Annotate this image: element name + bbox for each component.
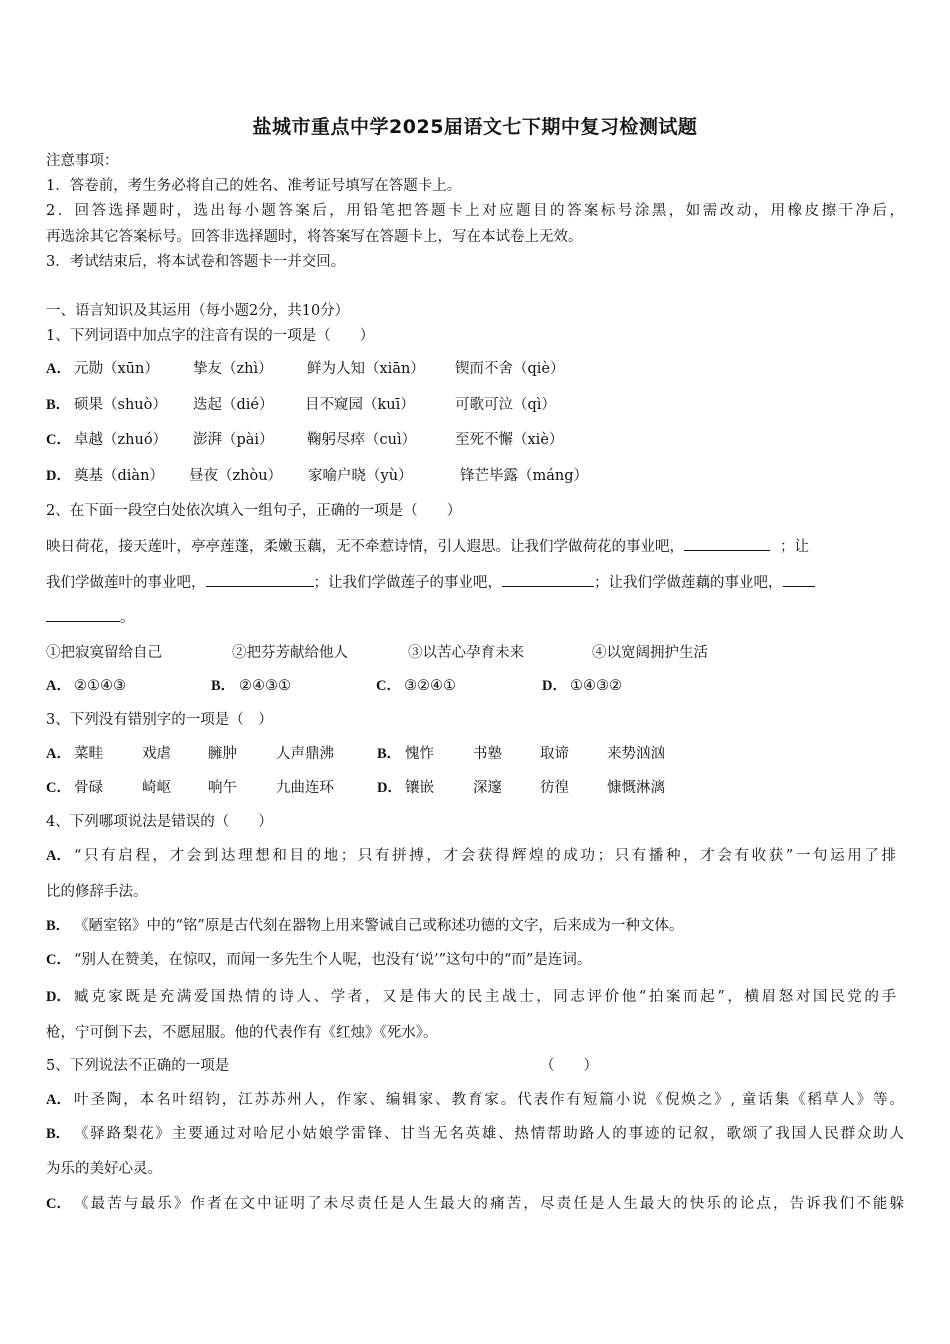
option-letter: B． [46,918,71,934]
option-letter: B． [46,1126,71,1142]
option-item: 慷慨淋漓 [607,780,665,796]
answer-blank [502,572,594,587]
option-item: 家喻户晓（yù） [308,468,413,484]
option-item: 镶嵌 [405,780,434,796]
option-item: 可歌可泣（qì） [455,397,556,413]
answer-blank [684,536,770,551]
sentence-option: ③以苦心孕育未来 [408,645,524,661]
page-title: 盐城市重点中学2025届语文七下期中复习检测试题 [252,116,698,138]
option-letter: D． [46,468,71,484]
option-item: 菜畦 [74,746,103,762]
option-item: “别人在赞美，在惊叹，而闻一多先生个人呢，也没有‘说’”这句中的“而”是连词。 [74,952,592,968]
option-letter: D． [542,678,567,694]
option-item: 臧克家既是充满爱国热情的诗人、学者，又是伟大的民主战士，同志评价他“拍案而起”，横眉怒对国民党的手 [74,989,896,1005]
option-item: 目不窥园（kuī） [305,397,415,413]
option-letter: C． [46,780,71,796]
option-item: “只有启程，才会到达理想和目的地；只有拼搏，才会获得辉煌的成功；只有播种，才会有收获”一句运用了排 [74,848,896,864]
option-letter: B． [377,746,402,762]
option-letter: A． [46,678,71,694]
option-item: ①④③② [570,678,622,694]
option-item: 愧怍 [405,746,434,762]
answer-blank [46,607,120,622]
option-item: 崎岖 [142,780,171,796]
option-letter: D． [377,780,402,796]
notice-item: 再选涂其它答案标号。回答非选择题时，将答案写在答题卡上，写在本试卷上无效。 [46,229,583,245]
notice-heading: 注意事项： [46,153,119,169]
passage-text: ；让我们学做莲子的事业吧， [313,575,502,591]
option-item: 锋芒毕露（máng） [460,468,589,484]
question-1-stem: 1、下列词语中加点字的注音有误的一项是（ ） [46,328,375,344]
passage-text: ；让我们学做莲藕的事业吧， [594,575,783,591]
option-item: 彷徨 [540,780,569,796]
option-letter: B． [46,397,71,413]
option-item: 鞠躬尽瘁（cuì） [307,432,417,448]
option-item: 响午 [208,780,237,796]
option-item: 锲而不舍（qiè） [455,361,565,377]
option-item-continued: 为乐的美好心灵。 [46,1161,162,1177]
section-heading: 一、语言知识及其运用（每小题2分，共10分） [46,303,350,319]
option-letter: C． [376,678,401,694]
question-2-stem: 2、在下面一段空白处依次填入一组句子，正确的一项是（ ） [46,503,462,519]
option-item: 叶圣陶，本名叶绍钧，江苏苏州人，作家、编辑家、教育家。代表作有短篇小说《倪焕之》, 童话集《稻草人》等。 [74,1092,904,1108]
passage-text: 我们学做莲叶的事业吧， [46,575,206,591]
passage-text: ；让 [780,539,809,555]
option-letter: D． [46,989,71,1005]
option-letter: A． [46,361,71,377]
option-item: ③②④① [404,678,456,694]
option-letter: A． [46,1092,71,1108]
option-letter: B． [211,678,236,694]
question-4-stem: 4、下列哪项说法是错误的（ ） [46,814,273,830]
option-letter: C． [46,952,71,968]
option-item: ②①④③ [74,678,126,694]
option-item: 迭起（dié） [193,397,274,413]
answer-parentheses: （ ） [540,1058,598,1074]
option-letter: C． [46,432,71,448]
option-item: ②④③① [239,678,291,694]
passage-text: 。 [120,610,135,626]
option-letter: A． [46,746,71,762]
notice-item: 1．答卷前，考生务必将自己的姓名、准考证号填写在答题卡上。 [46,178,462,194]
option-item: 九曲连环 [276,780,334,796]
option-letter: C． [46,1196,71,1212]
option-item: 元勋（xūn） [74,361,159,377]
option-item: 臃肿 [208,746,237,762]
sentence-option: ④以宽阔拥护生活 [592,645,708,661]
option-item: 卓越（zhuó） [74,432,168,448]
sentence-option: ①把寂寞留给自己 [46,645,162,661]
option-item: 深邃 [473,780,502,796]
option-item: 鲜为人知（xiān） [307,361,425,377]
question-3-stem: 3、下列没有错别字的一项是（ ） [46,712,273,728]
option-item: 昼夜（zhòu） [189,468,283,484]
answer-blank [783,572,815,587]
option-item: 澎湃（pài） [193,432,274,448]
answer-blank [206,572,314,587]
option-item: 书塾 [473,746,502,762]
option-item: 人声鼎沸 [276,746,334,762]
option-item: 硕果（shuò） [74,397,167,413]
sentence-option: ②把芬芳献给他人 [232,645,348,661]
option-item: 至死不懈（xiè） [455,432,564,448]
option-item-continued: 比的修辞手法。 [46,884,148,900]
question-2-passage [46,536,809,557]
passage-text: 映日荷花，接天莲叶，亭亭莲蓬，柔嫩玉藕，无不牵惹诗情，引人遐思。让我们学做荷花的事业吧， [46,539,684,555]
option-item: 骨碌 [74,780,103,796]
notice-item: 2．回答选择题时，选出每小题答案后，用铅笔把答题卡上对应题目的答案标号涂黑，如需改动，用橡皮擦干净后， [46,203,904,219]
option-item: 奠基（diàn） [74,468,164,484]
option-item: 《陋室铭》中的“铭”原是古代刻在器物上用来警诫自己或称述功德的文字，后来成为一种文体。 [74,918,684,934]
notice-item: 3．考试结束后，将本试卷和答题卡一并交回。 [46,254,346,270]
option-item: 戏虐 [142,746,171,762]
question-2-passage [46,572,815,593]
option-item-continued: 枪，宁可倒下去，不愿屈服。他的代表作有《红烛》《死水》。 [46,1025,438,1041]
question-5-stem: 5、下列说法不正确的一项是 [46,1058,230,1074]
option-item: 《最苦与最乐》作者在文中证明了未尽责任是人生最大的痛苦，尽责任是人生最大的快乐的论点，告诉我们不能躲 [74,1196,904,1212]
question-2-passage [46,607,135,628]
option-item: 取谛 [540,746,569,762]
option-item: 《驿路梨花》主要通过对哈尼小姑娘学雷锋、甘当无名英雄、热情帮助路人的事迹的记叙，歌颂了我国人民群众助人 [74,1126,904,1142]
option-item: 挚友（zhì） [193,361,273,377]
option-item: 来势汹汹 [607,746,665,762]
option-letter: A． [46,848,71,864]
